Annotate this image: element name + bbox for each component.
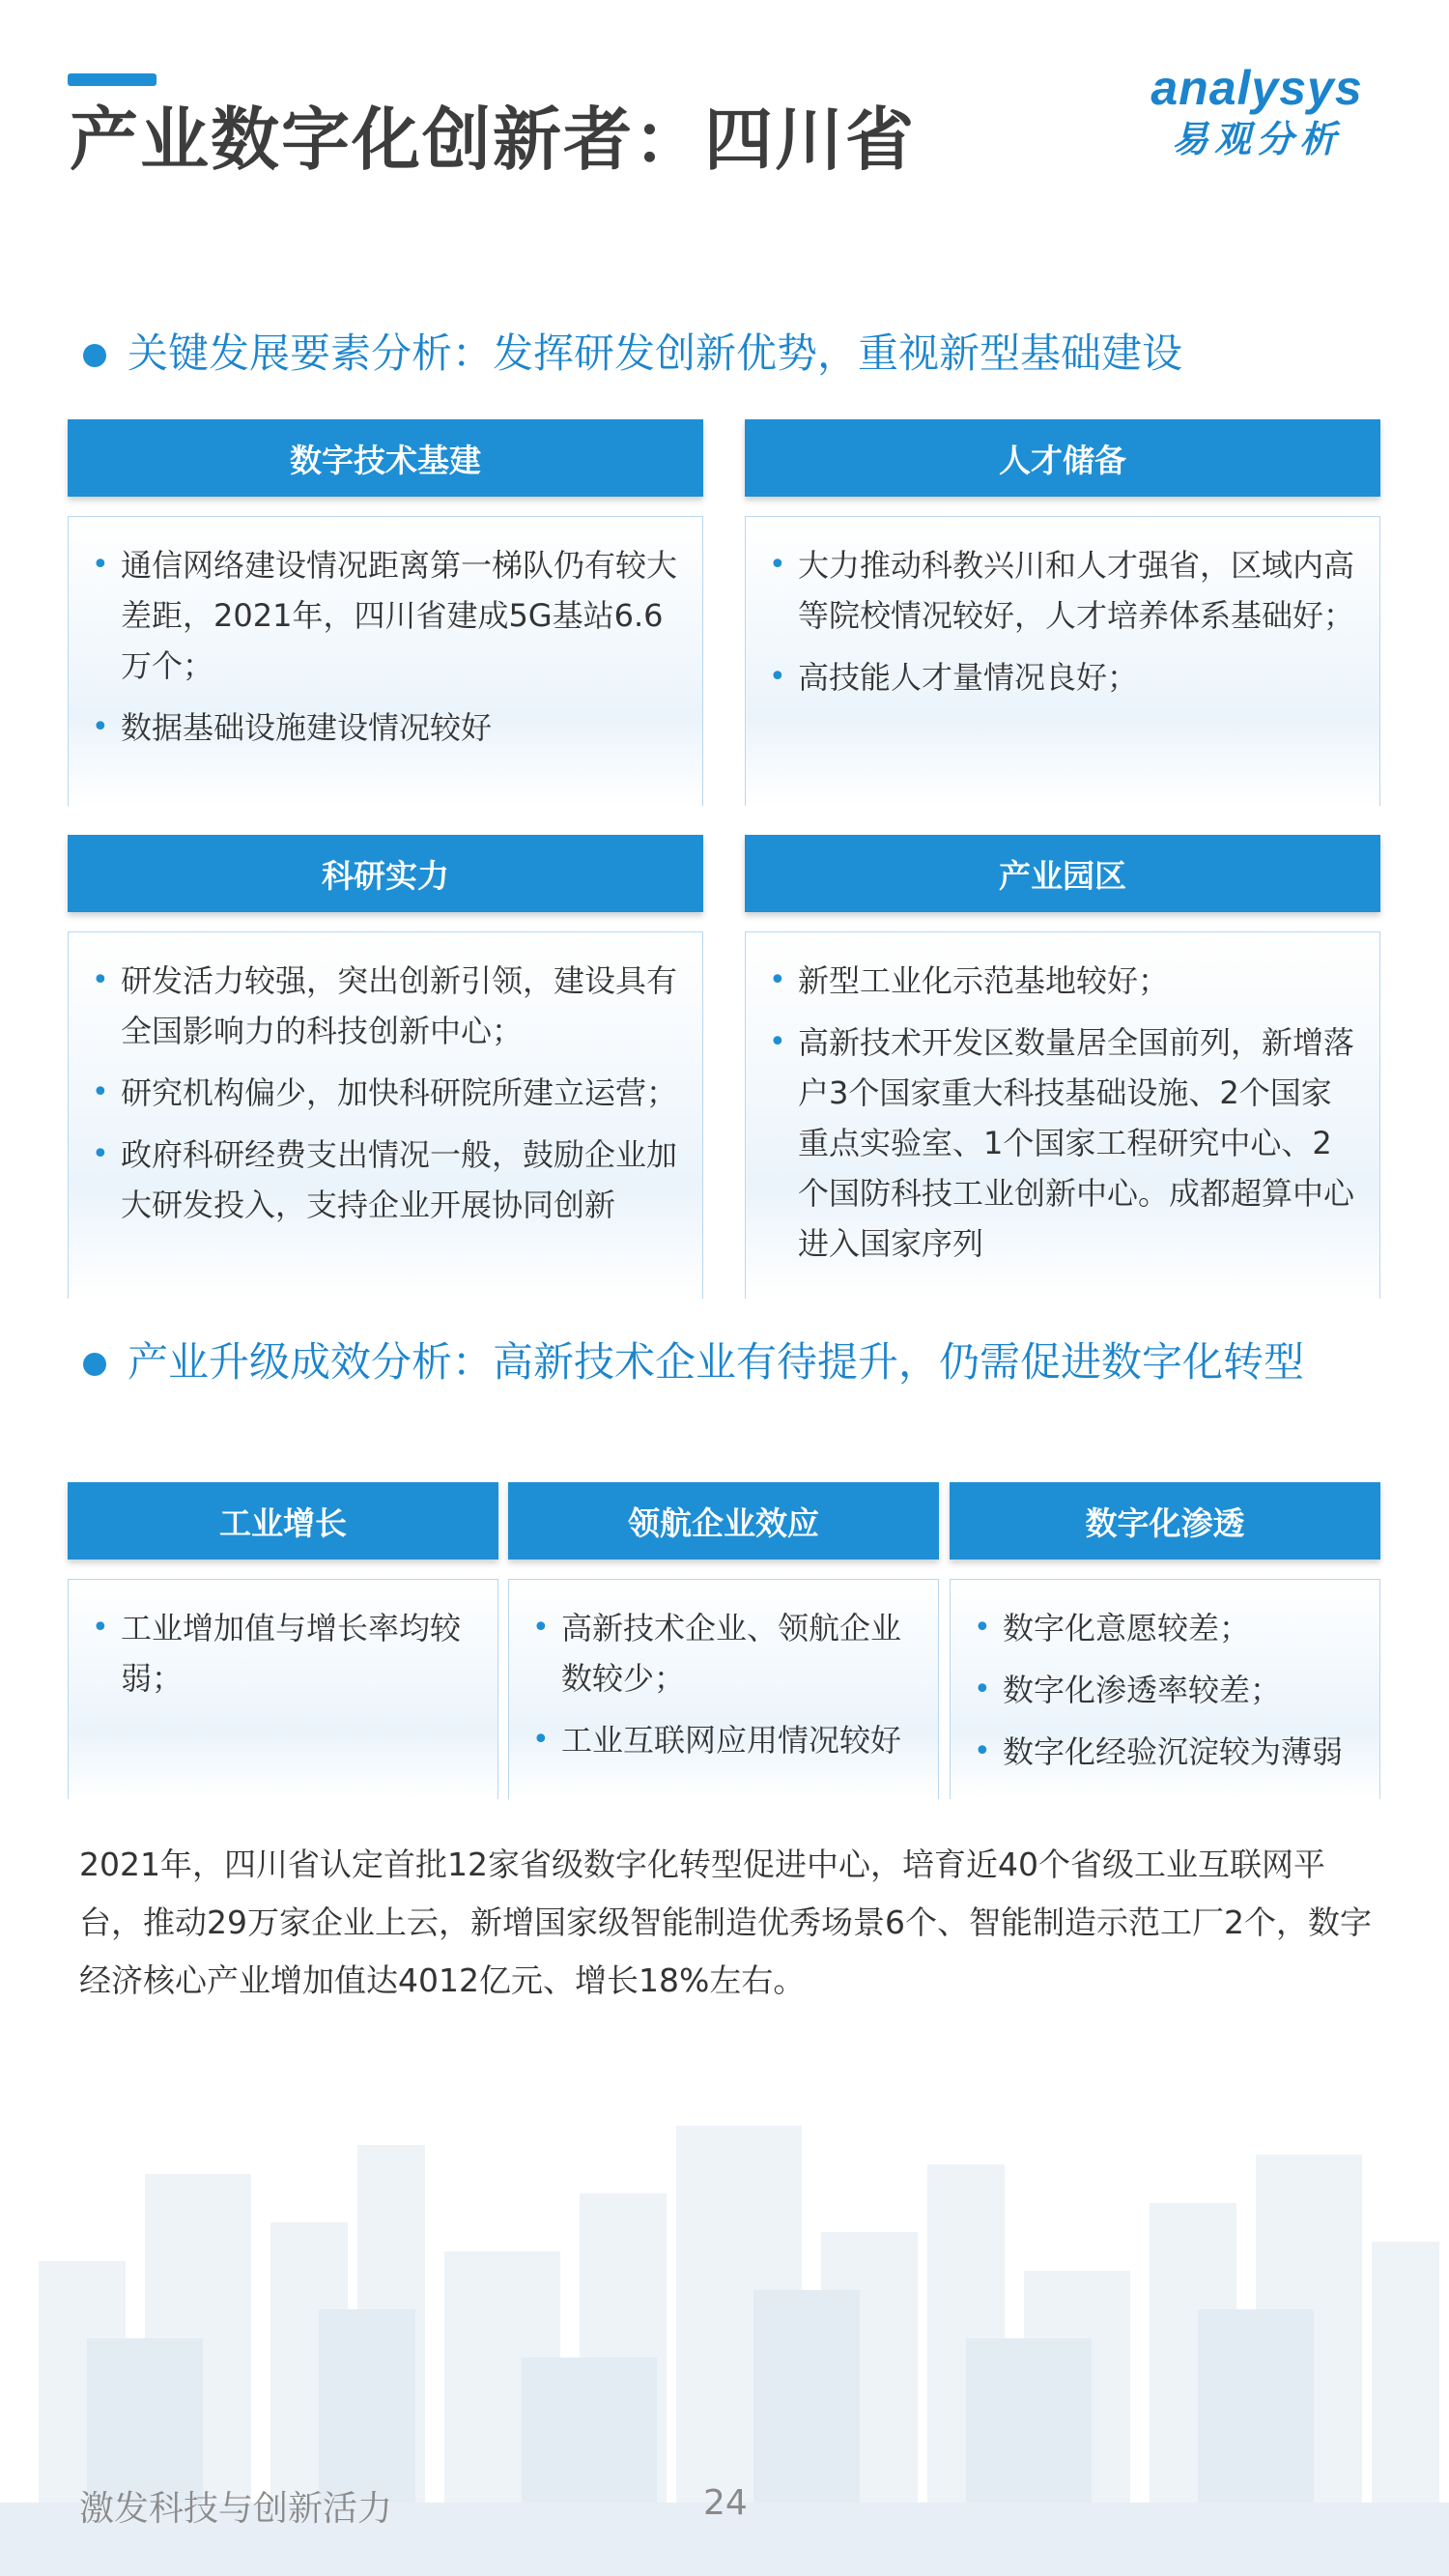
bullet-dot-icon xyxy=(83,1353,106,1376)
card-digital-penetration xyxy=(950,1482,1380,1799)
list-item: • 研发活力较强，突出创新引领，建设具有全国影响力的科技创新中心； xyxy=(90,956,681,1056)
card-title: 领航企业效应 xyxy=(508,1482,939,1560)
card-body xyxy=(508,1579,939,1799)
card-leading-enterprise-effect xyxy=(508,1482,939,1799)
list-item: • 高新技术企业、领航企业数较少； xyxy=(530,1603,917,1703)
card-body xyxy=(745,931,1380,1299)
card-title: 产业园区 xyxy=(745,835,1380,912)
list-item: • 数字化经验沉淀较为薄弱 xyxy=(972,1727,1358,1777)
list-item: • 工业互联网应用情况较好 xyxy=(530,1715,917,1765)
list-item: • 新型工业化示范基地较好； xyxy=(767,956,1358,1006)
list-item: • 大力推动科教兴川和人才强省，区域内高等院校情况较好，人才培养体系基础好； xyxy=(767,540,1358,641)
section-heading-text: 关键发展要素分析：发挥研发创新优势，重视新型基础建设 xyxy=(128,329,1183,377)
footer-caption: 激发科技与创新活力 xyxy=(79,2489,393,2529)
list-item: • 高新技术开发区数量居全国前列，新增落户3个国家重大科技基础设施、2个国家重点实验室、1个国家工程研究中心、2个国防科技工业创新中心。成都超算中心进入国家序列 xyxy=(767,1017,1358,1269)
section-heading-key-factors xyxy=(83,321,1378,386)
card-research-strength xyxy=(68,835,703,1299)
list-item: • 政府科研经费支出情况一般，鼓励企业加大研发投入，支持企业开展协同创新 xyxy=(90,1130,681,1230)
card-body xyxy=(950,1579,1380,1799)
logo-english-text: analysys xyxy=(1151,61,1363,115)
card-title: 数字化渗透 xyxy=(950,1482,1380,1560)
card-title: 数字技术基建 xyxy=(68,419,703,497)
card-industrial-growth xyxy=(68,1482,498,1799)
summary-paragraph: 2021年，四川省认定首批12家省级数字化转型促进中心，培育近40个省级工业互联网平台，推动29万家企业上云，新增国家级智能制造优秀场景6个、智能制造示范工厂2个，数字经济核心产业增加值达4012亿元、增长18%左右。 xyxy=(79,1846,1372,1999)
card-talent-reserve xyxy=(745,419,1380,806)
list-item: • 数字化渗透率较差； xyxy=(972,1665,1358,1715)
list-item: • 通信网络建设情况距离第一梯队仍有较大差距，2021年，四川省建成5G基站6.6万个； xyxy=(90,540,681,691)
page-number: 24 xyxy=(703,2483,748,2523)
card-body xyxy=(68,516,703,806)
card-industrial-park xyxy=(745,835,1380,1299)
card-body xyxy=(68,1579,498,1799)
list-item: • 高技能人才量情况良好； xyxy=(767,652,1358,702)
list-item: • 工业增加值与增长率均较弱； xyxy=(90,1603,476,1703)
section-heading-text: 产业升级成效分析：高新技术企业有待提升，仍需促进数字化转型 xyxy=(128,1338,1305,1386)
card-title: 工业增长 xyxy=(68,1482,498,1560)
card-body xyxy=(68,931,703,1299)
page-title: 产业数字化创新者：四川省 xyxy=(70,100,917,180)
title-accent-bar xyxy=(68,73,156,86)
card-body xyxy=(745,516,1380,806)
card-digital-infrastructure xyxy=(68,419,703,806)
card-title: 人才储备 xyxy=(745,419,1380,497)
analysys-logo xyxy=(1130,61,1383,162)
list-item: • 数字化意愿较差； xyxy=(972,1603,1358,1653)
bullet-dot-icon xyxy=(83,344,106,367)
logo-chinese-text: 易观分析 xyxy=(1171,118,1342,160)
card-title: 科研实力 xyxy=(68,835,703,912)
list-item: • 研究机构偏少，加快科研院所建立运营； xyxy=(90,1068,681,1118)
section-heading-upgrade-effect xyxy=(83,1330,1378,1394)
list-item: • 数据基础设施建设情况较好 xyxy=(90,702,681,753)
